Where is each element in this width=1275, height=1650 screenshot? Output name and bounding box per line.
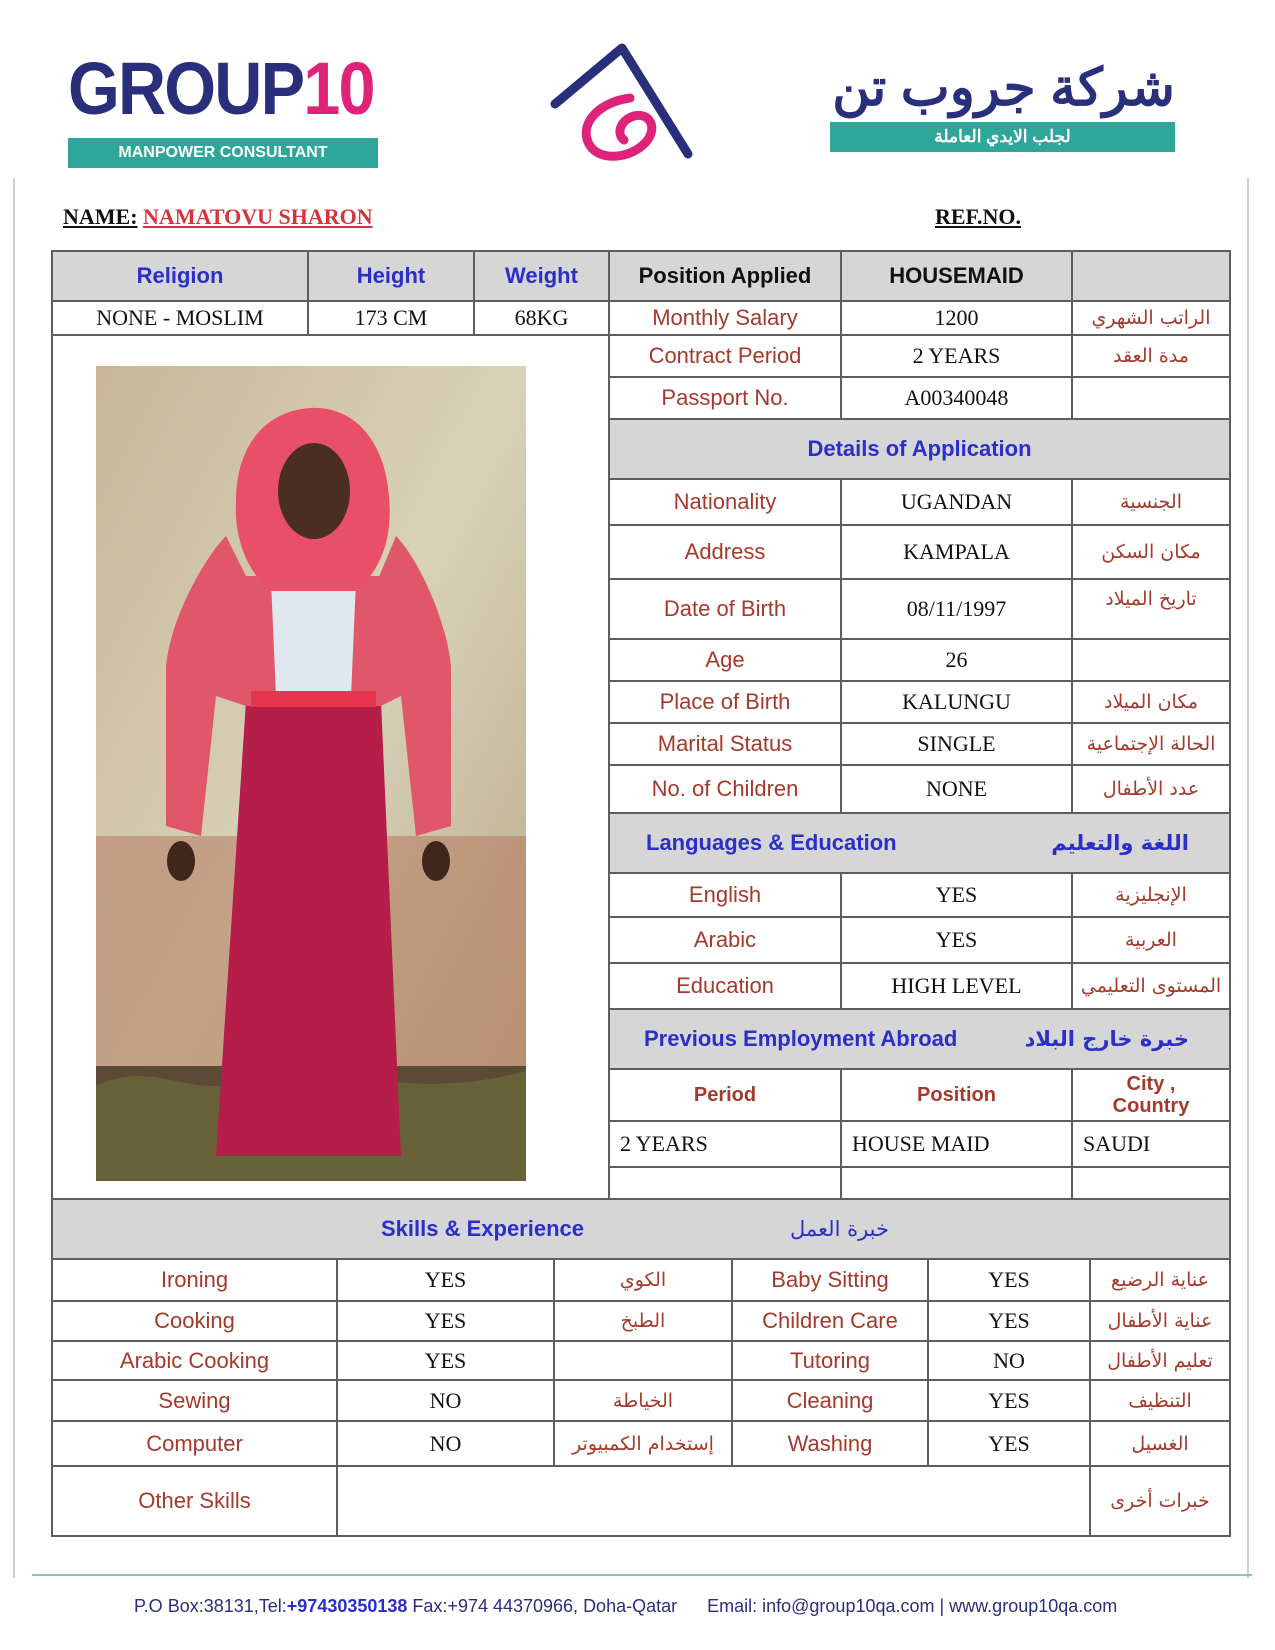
- ref-no-label: REF.NO.: [935, 204, 1021, 229]
- arabic-arabic: العربية: [1071, 916, 1231, 964]
- skill-arabic: [553, 1340, 733, 1381]
- monthly-salary-label: Monthly Salary: [608, 300, 842, 336]
- name-label: NAME:: [63, 204, 138, 229]
- header-religion: Religion: [51, 250, 309, 302]
- employment-title: Previous Employment Abroad: [644, 1026, 958, 1051]
- skill-value: YES: [927, 1258, 1091, 1302]
- education-value: HIGH LEVEL: [840, 962, 1073, 1010]
- passport-no-value: A00340048: [840, 376, 1073, 420]
- skill-label: Sewing: [51, 1379, 338, 1422]
- skill-arabic: عناية الأطفال: [1089, 1300, 1231, 1342]
- skill-label: Cleaning: [731, 1379, 929, 1422]
- skill-value: NO: [927, 1340, 1091, 1381]
- employment-title-arabic: خبرة خارج البلاد: [1024, 1027, 1189, 1051]
- passport-no-label: Passport No.: [608, 376, 842, 420]
- skill-value: YES: [927, 1420, 1091, 1467]
- skill-label: Tutoring: [731, 1340, 929, 1381]
- date-of-birth-arabic: تاريخ الميلاد: [1071, 578, 1231, 640]
- applicant-name: NAMATOVU SHARON: [143, 204, 373, 229]
- other-skills-value: [336, 1465, 1091, 1537]
- position-applied-value: HOUSEMAID: [840, 250, 1073, 302]
- skill-arabic: الخياطة: [553, 1379, 733, 1422]
- religion-value: NONE - MOSLIM: [51, 300, 309, 336]
- languages-section-header: [608, 812, 1231, 874]
- height-value: 173 CM: [307, 300, 475, 336]
- frame-line-left: [13, 178, 15, 1578]
- arabic-value: YES: [840, 916, 1073, 964]
- weight-value: 68KG: [473, 300, 610, 336]
- skill-arabic: تعليم الأطفال: [1089, 1340, 1231, 1381]
- monthly-salary-arabic: الراتب الشهري: [1071, 300, 1231, 336]
- age-label: Age: [608, 638, 842, 682]
- place-of-birth-label: Place of Birth: [608, 680, 842, 724]
- other-skills-arabic: خبرات أخرى: [1089, 1465, 1231, 1537]
- date-of-birth-value: 08/11/1997: [840, 578, 1073, 640]
- skill-value: YES: [336, 1340, 555, 1381]
- english-arabic: الإنجليزية: [1071, 872, 1231, 918]
- details-of-application-title: Details of Application: [608, 418, 1231, 480]
- marital-status-value: SINGLE: [840, 722, 1073, 766]
- children-arabic: عدد الأطفال: [1071, 764, 1231, 814]
- skill-arabic: إستخدام الكمبيوتر: [553, 1420, 733, 1467]
- emp-header-position: Position: [840, 1068, 1073, 1122]
- footer-contact: [134, 1596, 1117, 1617]
- employment-section-header: [608, 1008, 1231, 1070]
- skill-label: Baby Sitting: [731, 1258, 929, 1302]
- emp-empty-cell: [1071, 1166, 1231, 1200]
- skill-label: Children Care: [731, 1300, 929, 1342]
- skill-label: Ironing: [51, 1258, 338, 1302]
- skill-arabic: الطبخ: [553, 1300, 733, 1342]
- marital-status-arabic: الحالة الإجتماعية: [1071, 722, 1231, 766]
- emp-header-country: Country: [1112, 1095, 1190, 1117]
- skills-title: Skills & Experience: [381, 1216, 584, 1241]
- address-arabic: مكان السكن: [1071, 524, 1231, 580]
- logo-subtitle: MANPOWER CONSULTANT: [68, 138, 378, 168]
- contract-period-arabic: مدة العقد: [1071, 334, 1231, 378]
- skill-value: YES: [927, 1300, 1091, 1342]
- footer-tel: +97430350138: [286, 1596, 408, 1616]
- frame-line-right: [1247, 178, 1249, 1578]
- footer-divider: [32, 1574, 1252, 1576]
- position-applied-arabic: [1071, 250, 1231, 302]
- skill-value: YES: [927, 1379, 1091, 1422]
- logo-text: GROUP: [68, 47, 304, 130]
- skill-value: YES: [336, 1300, 555, 1342]
- address-value: KAMPALA: [840, 524, 1073, 580]
- skill-arabic: عناية الرضيع: [1089, 1258, 1231, 1302]
- education-arabic: المستوى التعليمي: [1071, 962, 1231, 1010]
- company-emblem-icon: [550, 42, 700, 172]
- contract-period-label: Contract Period: [608, 334, 842, 378]
- english-value: YES: [840, 872, 1073, 918]
- marital-status-label: Marital Status: [608, 722, 842, 766]
- emp-header-period: Period: [608, 1068, 842, 1122]
- languages-title: Languages & Education: [646, 830, 897, 855]
- position-applied-label: Position Applied: [608, 250, 842, 302]
- children-label: No. of Children: [608, 764, 842, 814]
- address-label: Address: [608, 524, 842, 580]
- contract-period-value: 2 YEARS: [840, 334, 1073, 378]
- arabic-label: Arabic: [608, 916, 842, 964]
- english-label: English: [608, 872, 842, 918]
- passport-no-arabic: [1071, 376, 1231, 420]
- footer-rest: Fax:+974 44370966, Doha-Qatar Email: info@group10qa.com | www.group10qa.com: [407, 1596, 1118, 1616]
- place-of-birth-arabic: مكان الميلاد: [1071, 680, 1231, 724]
- skills-title-arabic: خبرة العمل: [790, 1217, 889, 1241]
- skill-arabic: التنظيف: [1089, 1379, 1231, 1422]
- emp-header-city-country: [1071, 1068, 1231, 1122]
- age-value: 26: [840, 638, 1073, 682]
- skill-value: NO: [336, 1420, 555, 1467]
- applicant-photo: [96, 366, 526, 1181]
- nationality-value: UGANDAN: [840, 478, 1073, 526]
- nationality-label: Nationality: [608, 478, 842, 526]
- skill-label: Arabic Cooking: [51, 1340, 338, 1381]
- age-arabic: [1071, 638, 1231, 682]
- skills-section-header: [51, 1198, 1231, 1260]
- skill-label: Washing: [731, 1420, 929, 1467]
- children-value: NONE: [840, 764, 1073, 814]
- monthly-salary-value: 1200: [840, 300, 1073, 336]
- logo-number: 10: [303, 47, 374, 130]
- footer-pobox: P.O Box:38131,Tel:: [134, 1596, 287, 1616]
- header-weight: Weight: [473, 250, 610, 302]
- emp-period-value: 2 YEARS: [608, 1120, 842, 1168]
- arabic-subtitle: لجلب الايدي العاملة: [830, 122, 1175, 152]
- date-of-birth-label: Date of Birth: [608, 578, 842, 640]
- skill-label: Cooking: [51, 1300, 338, 1342]
- place-of-birth-value: KALUNGU: [840, 680, 1073, 724]
- emp-position-value: HOUSE MAID: [840, 1120, 1073, 1168]
- arabic-logo: [830, 58, 1175, 152]
- skill-arabic: الغسيل: [1089, 1420, 1231, 1467]
- header-height: Height: [307, 250, 475, 302]
- emp-place-value: SAUDI: [1071, 1120, 1231, 1168]
- education-label: Education: [608, 962, 842, 1010]
- emp-empty-cell: [608, 1166, 842, 1200]
- skill-value: YES: [336, 1258, 555, 1302]
- nationality-arabic: الجنسية: [1071, 478, 1231, 526]
- languages-title-arabic: اللغة والتعليم: [1051, 831, 1189, 855]
- skill-arabic: الكوي: [553, 1258, 733, 1302]
- skill-label: Computer: [51, 1420, 338, 1467]
- group10-logo: [68, 47, 408, 161]
- skill-value: NO: [336, 1379, 555, 1422]
- arabic-company-name: شركة جروب تن: [832, 59, 1175, 117]
- name-line: [63, 204, 373, 230]
- emp-header-city: City ,: [1126, 1073, 1176, 1095]
- emp-empty-cell: [840, 1166, 1073, 1200]
- other-skills-label: Other Skills: [51, 1465, 338, 1537]
